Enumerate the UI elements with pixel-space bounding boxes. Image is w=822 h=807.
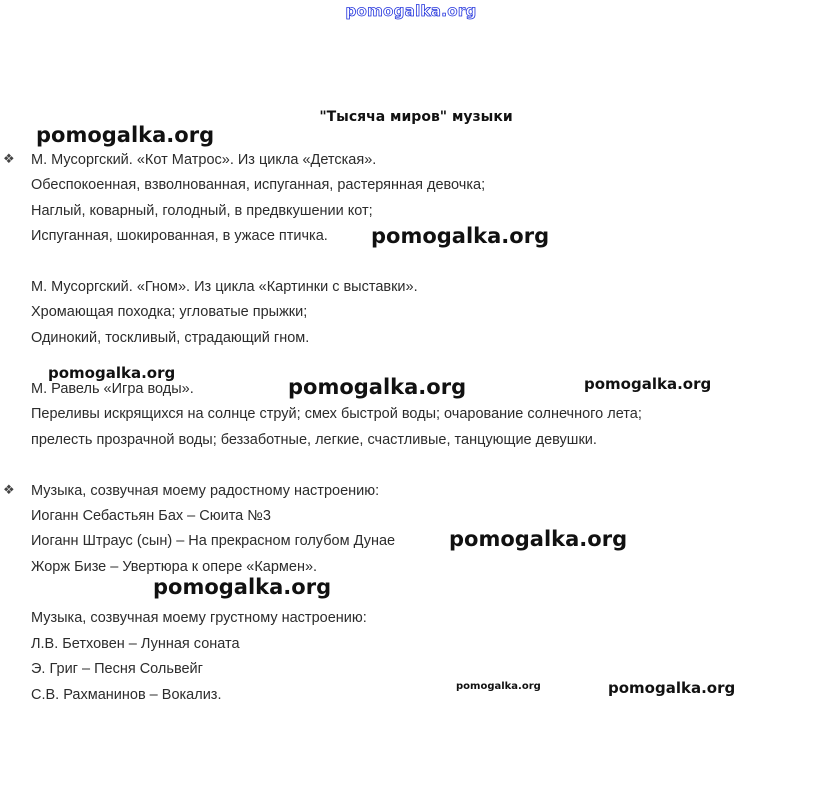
watermark: pomogalka.org — [36, 123, 215, 147]
text-line: Музыка, созвучная моему радостному настроению: — [31, 483, 380, 499]
text-line: Хромающая походка; угловатые прыжки; — [31, 304, 308, 320]
bullet-icon: ❖ — [3, 151, 15, 166]
text-line: Наглый, коварный, голодный, в предвкушении кот; — [31, 203, 373, 219]
text-line: Музыка, созвучная моему грустному настроению: — [31, 610, 367, 626]
text-line: Переливы искрящихся на солнце струй; смех быстрой воды; очарование солнечного лета; — [31, 406, 642, 422]
text-line: Обеспокоенная, взволнованная, испуганная, растерянная девочка; — [31, 177, 486, 193]
text-line: Жорж Бизе – Увертюра к опере «Кармен». — [31, 559, 318, 575]
text-line: М. Мусоргский. «Кот Матрос». Из цикла «Детская». — [31, 152, 377, 168]
watermark: pomogalka.org — [584, 375, 712, 393]
bullet-icon: ❖ — [3, 482, 15, 497]
text-line: Л.В. Бетховен – Лунная соната — [31, 636, 240, 652]
text-line: М. Равель «Игра воды». — [31, 381, 194, 397]
watermark: pomogalka.org — [449, 527, 628, 551]
text-line: Иоганн Себастьян Бах – Сюита №3 — [31, 508, 271, 524]
watermark: pomogalka.org — [608, 679, 736, 697]
watermark-top: pomogalka.org — [345, 2, 477, 20]
text-line: Э. Григ – Песня Сольвейг — [31, 661, 203, 677]
text-line: Одинокий, тоскливый, страдающий гном. — [31, 330, 310, 346]
watermark: pomogalka.org — [48, 364, 176, 382]
text-line: С.В. Рахманинов – Вокализ. — [31, 687, 222, 703]
text-line: М. Мусоргский. «Гном». Из цикла «Картинки с выставки». — [31, 279, 418, 295]
watermark: pomogalka.org — [456, 681, 541, 692]
text-line: Иоганн Штраус (сын) – На прекрасном голубом Дунае — [31, 533, 396, 549]
text-line: прелесть прозрачной воды; беззаботные, легкие, счастливые, танцующие девушки. — [31, 432, 597, 448]
document-title: "Тысяча миров" музыки — [319, 109, 513, 125]
watermark: pomogalka.org — [371, 224, 550, 248]
watermark: pomogalka.org — [153, 575, 332, 599]
watermark: pomogalka.org — [288, 375, 467, 399]
text-line: Испуганная, шокированная, в ужасе птичка. — [31, 228, 328, 244]
